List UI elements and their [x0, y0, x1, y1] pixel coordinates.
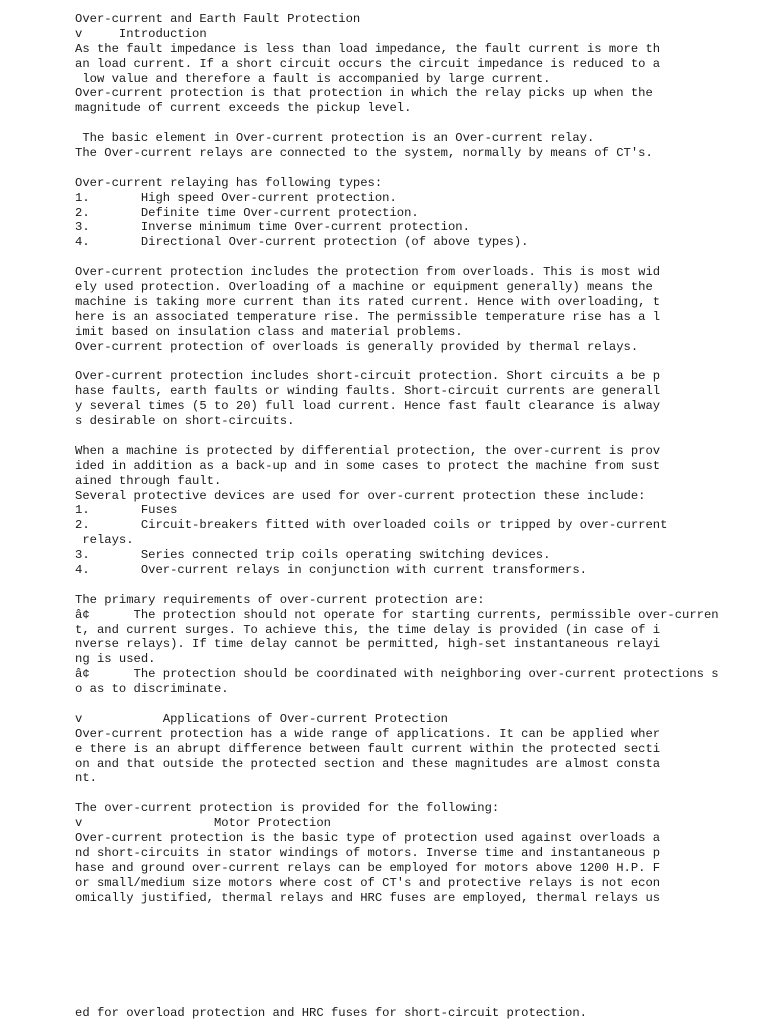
text-line: The Over-current relays are connected to the system, normally by means of CT's.: [75, 146, 653, 161]
text-line: The primary requirements of over-current protection are:: [75, 592, 485, 607]
text-line: relays.: [75, 533, 134, 548]
text-line: y several times (5 to 20) full load current. Hence fast fault clearance is alway: [75, 399, 661, 414]
text-line: â¢ The protection should be coordinated with neighboring over-current protections s: [75, 667, 719, 682]
text-line: e there is an abrupt difference between fault current within the protected secti: [75, 741, 661, 756]
text-line: Over-current protection has a wide range of applications. It can be applied wher: [75, 726, 661, 741]
document-footer-line: ed for overload protection and HRC fuses for short-circuit protection.: [75, 1006, 587, 1020]
text-line: 2. Circuit-breakers fitted with overloaded coils or tripped by over-current: [75, 518, 668, 533]
text-line: [75, 578, 755, 593]
text-line: ely used protection. Overloading of a machine or equipment generally) means the: [75, 280, 653, 295]
text-line: [75, 786, 755, 801]
text-line: v Motor Protection: [75, 816, 331, 831]
text-line: v Introduction: [75, 26, 207, 41]
text-line: low value and therefore a fault is accompanied by large current.: [75, 71, 551, 86]
text-line: Over-current protection of overloads is generally provided by thermal relays.: [75, 339, 639, 354]
text-line: Over-current protection is the basic type of protection used against overloads a: [75, 830, 661, 845]
text-line: [75, 354, 755, 369]
text-line: 1. Fuses: [75, 503, 178, 518]
text-line: [75, 250, 755, 265]
text-line: 3. Inverse minimum time Over-current protection.: [75, 220, 470, 235]
text-line: imit based on insulation class and material problems.: [75, 324, 463, 339]
text-line: nd short-circuits in stator windings of motors. Inverse time and instantaneous p: [75, 845, 661, 860]
text-line: Over-current and Earth Fault Protection: [75, 12, 361, 26]
text-line: When a machine is protected by differential protection, the over-current is prov: [75, 443, 661, 458]
text-line: 4. Over-current relays in conjunction with current transformers.: [75, 562, 587, 577]
text-line: Over-current protection includes short-circuit protection. Short circuits a be p: [75, 369, 661, 384]
text-line: ided in addition as a back-up and in some cases to protect the machine from sust: [75, 458, 661, 473]
text-line: Over-current protection is that protection in which the relay picks up when the: [75, 86, 653, 101]
text-line: hase and ground over-current relays can be employed for motors above 1200 H.P. F: [75, 860, 661, 875]
text-line: As the fault impedance is less than load impedance, the fault current is more th: [75, 41, 661, 56]
text-line: omically justified, thermal relays and HRC fuses are employed, thermal relays us: [75, 890, 661, 905]
text-line: 3. Series connected trip coils operating switching devices.: [75, 548, 551, 563]
text-line: s desirable on short-circuits.: [75, 414, 295, 429]
text-line: o as to discriminate.: [75, 682, 229, 697]
text-line: ained through fault.: [75, 473, 222, 488]
text-line: nverse relays). If time delay cannot be permitted, high-set instantaneous relayi: [75, 637, 661, 652]
document-body: [75, 12, 755, 905]
text-line: here is an associated temperature rise. The permissible temperature rise has a l: [75, 309, 661, 324]
text-line: machine is taking more current than its rated current. Hence with overloading, t: [75, 294, 661, 309]
text-line: nt.: [75, 771, 97, 786]
text-line: Over-current relaying has following types:: [75, 175, 383, 190]
text-line: [75, 116, 755, 131]
text-line: or small/medium size motors where cost of CT's and protective relays is not econ: [75, 875, 661, 890]
text-line: 2. Definite time Over-current protection.: [75, 205, 419, 220]
text-line: t, and current surges. To achieve this, the time delay is provided (in case of i: [75, 622, 661, 637]
text-line: [75, 161, 755, 176]
text-line: hase faults, earth faults or winding faults. Short-circuit currents are generall: [75, 384, 661, 399]
text-line: [75, 697, 755, 712]
text-line: an load current. If a short circuit occurs the circuit impedance is reduced to a: [75, 56, 661, 71]
text-line: Several protective devices are used for over-current protection these include:: [75, 488, 646, 503]
text-line: on and that outside the protected section and these magnitudes are almost consta: [75, 756, 661, 771]
text-line: Over-current protection includes the protection from overloads. This is most wid: [75, 265, 661, 280]
text-line: [75, 429, 755, 444]
text-line: 1. High speed Over-current protection.: [75, 190, 397, 205]
text-line: magnitude of current exceeds the pickup level.: [75, 101, 412, 116]
text-line: ng is used.: [75, 652, 156, 667]
text-line: The over-current protection is provided for the following:: [75, 801, 500, 816]
text-line: v Applications of Over-current Protection: [75, 711, 448, 726]
text-line: The basic element in Over-current protection is an Over-current relay.: [75, 131, 595, 146]
text-line: 4. Directional Over-current protection (of above types).: [75, 235, 529, 250]
text-line: â¢ The protection should not operate for starting currents, permissible over-curren: [75, 607, 719, 622]
